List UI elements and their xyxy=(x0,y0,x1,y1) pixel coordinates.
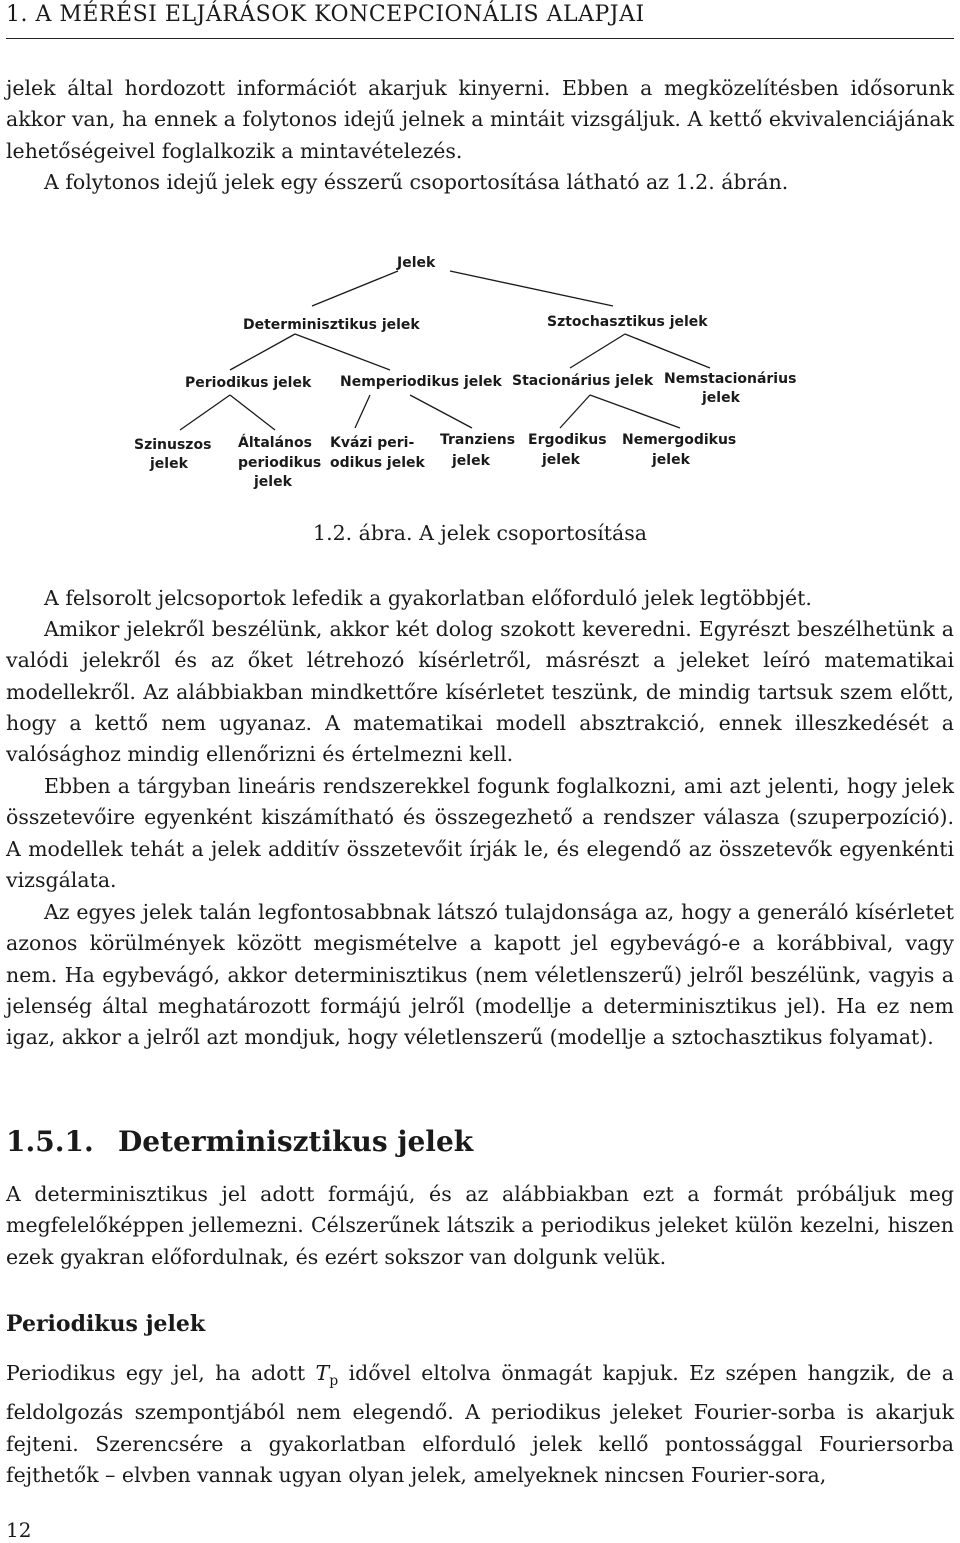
node-sinus-2: jelek xyxy=(150,456,188,472)
node-transient: Tranziens xyxy=(440,432,516,448)
edge xyxy=(295,334,390,370)
figure-caption: 1.2. ábra. A jelek csoportosítása xyxy=(313,521,647,545)
node-ergodic-2: jelek xyxy=(542,452,580,468)
header-title: 1. A MÉRÉSI ELJÁRÁSOK KONCEPCIONÁLIS ALAPJAI xyxy=(6,2,645,27)
node-nonperiodic: Nemperiodikus jelek xyxy=(340,374,502,390)
edge xyxy=(570,334,625,368)
node-deterministic: Determinisztikus jelek xyxy=(243,317,420,333)
paragraph: Az egyes jelek talán legfontosabbnak látszó tulajdonsága az, hogy a generáló kísérletet azonos körülmények között megismételve a kapott jel egybevágó-e a korábbival, vagy nem. Ha egybevágó, akkor determinisztikus (nem véletlenszerű) jelről beszélünk, vagyis a jelenség által meghatározott formájú jelről (modellje a determinisztikus jel). Ha ez nem igaz, akkor a jelről azt mondjuk, hogy véletlenszerű (modellje a sztochasztikus folyamat). xyxy=(6,900,954,1050)
subsection-heading: Periodikus jelek xyxy=(6,1311,206,1337)
node-stochastic: Sztochasztikus jelek xyxy=(547,314,708,330)
edge xyxy=(625,334,710,368)
edge xyxy=(230,395,275,430)
node-ergodic: Ergodikus xyxy=(528,432,607,448)
paragraph: Amikor jelekről beszélünk, akkor két dolog szokott keveredni. Egyrészt beszélhetünk a valódi jelekről és az őket létrehozó kísérletről, másrészt a jeleket leíró matematikai modellekről. Az alábbiakban mindkettőre kísérletet teszünk, de mindig tartsuk szem előtt, hogy a kettő nem ugyanaz. A matematikai modell absztrakció, ennek illeszkedését a valósághoz mindig ellenőrizni és értelmezni kell. xyxy=(6,617,954,767)
node-nonstationary: Nemstacionárius xyxy=(664,371,797,387)
paragraph-intro: jelek által hordozott információt akarjuk kinyerni. Ebben a megközelítésben idősorunk akkor van, ha ennek a folytonos idejű jelnek a mintáit vizsgáljuk. A kettő ekvivalenciájának lehetőségeivel foglalkozik a mintavételezés. xyxy=(6,76,954,163)
running-header xyxy=(6,2,954,39)
signal-classification-tree xyxy=(120,230,800,505)
edge xyxy=(355,395,370,428)
edge xyxy=(410,395,472,428)
paragraph: Ebben a tárgyban lineáris rendszerekkel fogunk foglalkozni, ami azt jelenti, hogy jelek összetevőire egyenként kiszámítható és összegezhető a rendszer válasza (szuperpozíció). A modellek tehát a jelek additív összetevőit írják le, és elegendő az összetevők egyenkénti vizsgálata. xyxy=(6,774,954,892)
paragraph xyxy=(6,1358,954,1491)
edge xyxy=(230,334,295,370)
section-heading xyxy=(6,1125,473,1158)
node-nonergodic-2: jelek xyxy=(652,452,690,468)
node-general-3: jelek xyxy=(254,474,292,490)
node-stationary: Stacionárius jelek xyxy=(512,373,654,389)
node-quasi-2: odikus jelek xyxy=(330,455,425,471)
node-periodic: Periodikus jelek xyxy=(185,375,312,391)
page-number: 12 xyxy=(6,1518,32,1542)
node-nonergodic: Nemergodikus xyxy=(622,432,737,448)
section-number: 1.5.1. xyxy=(6,1125,94,1158)
node-general: Általános xyxy=(238,435,312,451)
edge xyxy=(590,395,680,428)
paragraph-figure-ref: A folytonos idejű jelek egy ésszerű csoportosítása látható az 1.2. ábrán. xyxy=(44,170,789,194)
paragraph: A felsorolt jelcsoportok lefedik a gyakorlatban előforduló jelek legtöbbjét. xyxy=(44,586,812,610)
node-jelek: Jelek xyxy=(397,255,436,271)
node-sinus: Szinuszos xyxy=(134,437,212,453)
node-quasi: Kvázi peri- xyxy=(330,435,415,451)
text-run: Periodikus egy jel, ha adott xyxy=(6,1361,316,1385)
period-symbol: T xyxy=(315,1361,330,1385)
edge xyxy=(312,271,398,306)
period-subscript: p xyxy=(329,1373,339,1390)
text-run: idővel eltolva önmagát kapjuk. Ez szépen hangzik, de a feldolgozás szempontjából nem elegendő. A periodikus jeleket Fourier-sorba is akarjuk fejteni. Szerencsére a gyakorlatban elforduló jelek kellő pontossággal Fouriersorba fejthetők – elvben vannak ugyan olyan jelek, amelyeknek nincsen Fourier-sora, xyxy=(6,1361,954,1487)
section-title: Determinisztikus jelek xyxy=(118,1125,474,1158)
node-nonstationary-2: jelek xyxy=(702,390,740,406)
paragraph: A determinisztikus jel adott formájú, és az alábbiakban ezt a formát próbáljuk meg megfelelőképpen jellemezni. Célszerűnek látszik a periodikus jeleket külön kezelni, hiszen ezek gyakran előfordulnak, és ezért sokszor van dolgunk velük. xyxy=(6,1182,954,1269)
node-transient-2: jelek xyxy=(452,453,490,469)
edge xyxy=(180,395,230,430)
edge xyxy=(450,271,613,306)
node-general-2: periodikus xyxy=(238,455,322,471)
edge xyxy=(560,395,590,428)
